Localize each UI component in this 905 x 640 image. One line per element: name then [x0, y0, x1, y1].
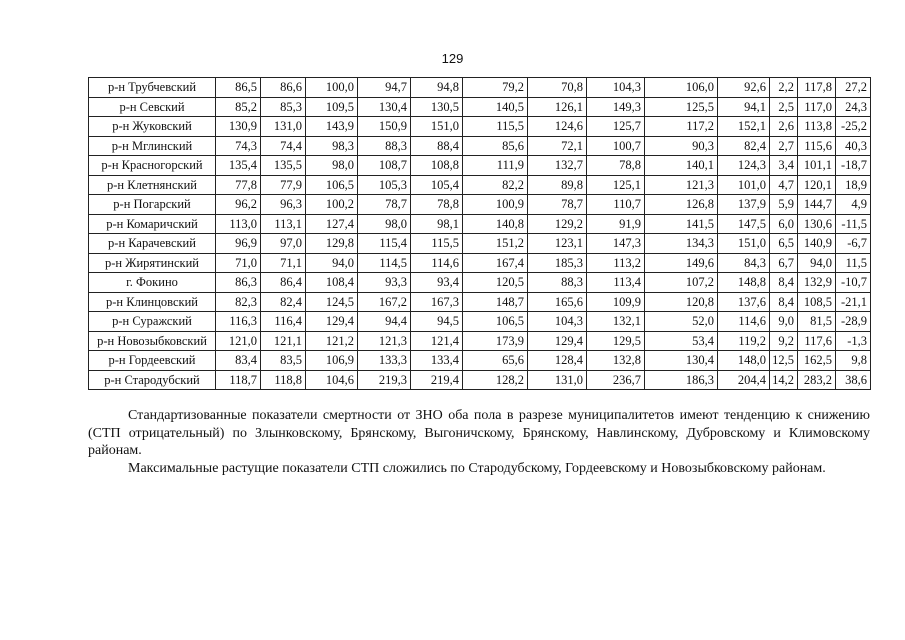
- value-cell: 129,8: [306, 234, 358, 254]
- value-cell: 82,2: [463, 175, 528, 195]
- value-cell: 86,3: [216, 273, 261, 293]
- value-cell: 86,4: [261, 273, 306, 293]
- value-cell: 149,3: [587, 97, 645, 117]
- value-cell: 83,4: [216, 351, 261, 371]
- value-cell: -10,7: [836, 273, 871, 293]
- value-cell: 86,6: [261, 78, 306, 98]
- value-cell: 151,0: [718, 234, 770, 254]
- value-cell: 77,8: [216, 175, 261, 195]
- value-cell: 12,5: [770, 351, 798, 371]
- value-cell: 105,3: [358, 175, 411, 195]
- value-cell: 150,9: [358, 117, 411, 137]
- value-cell: 101,1: [798, 156, 836, 176]
- value-cell: 78,7: [358, 195, 411, 215]
- table-row: [89, 312, 871, 332]
- value-cell: 140,9: [798, 234, 836, 254]
- value-cell: 167,2: [358, 292, 411, 312]
- paragraph-increasing: Максимальные растущие показатели СТП сложились по Стародубскому, Гордеевскому и Новозыбковскому районам.: [128, 461, 826, 476]
- value-cell: 9,2: [770, 331, 798, 351]
- value-cell: 71,0: [216, 253, 261, 273]
- value-cell: 2,6: [770, 117, 798, 137]
- value-cell: 104,6: [306, 370, 358, 390]
- value-cell: 113,2: [587, 253, 645, 273]
- district-name-cell: р-н Стародубский: [89, 370, 216, 390]
- value-cell: 83,5: [261, 351, 306, 371]
- district-name-cell: р-н Погарский: [89, 195, 216, 215]
- value-cell: 119,2: [718, 331, 770, 351]
- value-cell: 2,2: [770, 78, 798, 98]
- value-cell: 121,1: [261, 331, 306, 351]
- value-cell: 91,9: [587, 214, 645, 234]
- value-cell: 108,8: [411, 156, 463, 176]
- value-cell: 132,7: [528, 156, 587, 176]
- value-cell: 6,0: [770, 214, 798, 234]
- value-cell: 114,6: [411, 253, 463, 273]
- value-cell: 106,9: [306, 351, 358, 371]
- value-cell: 77,9: [261, 175, 306, 195]
- value-cell: 147,3: [587, 234, 645, 254]
- value-cell: 204,4: [718, 370, 770, 390]
- value-cell: 115,5: [463, 117, 528, 137]
- value-cell: 88,4: [411, 136, 463, 156]
- value-cell: 148,0: [718, 351, 770, 371]
- value-cell: 82,4: [718, 136, 770, 156]
- district-name-cell: р-н Комаричский: [89, 214, 216, 234]
- value-cell: 111,9: [463, 156, 528, 176]
- value-cell: 121,2: [306, 331, 358, 351]
- value-cell: 165,6: [528, 292, 587, 312]
- value-cell: 96,2: [216, 195, 261, 215]
- value-cell: 167,3: [411, 292, 463, 312]
- value-cell: 121,4: [411, 331, 463, 351]
- value-cell: 125,1: [587, 175, 645, 195]
- value-cell: 72,1: [528, 136, 587, 156]
- value-cell: 78,8: [587, 156, 645, 176]
- table-row: [89, 214, 871, 234]
- value-cell: 117,6: [798, 331, 836, 351]
- value-cell: 115,6: [798, 136, 836, 156]
- value-cell: 130,4: [645, 351, 718, 371]
- value-cell: 108,4: [306, 273, 358, 293]
- table-body: [89, 78, 871, 390]
- table-row: [89, 195, 871, 215]
- value-cell: 2,5: [770, 97, 798, 117]
- value-cell: 53,4: [645, 331, 718, 351]
- value-cell: 115,4: [358, 234, 411, 254]
- value-cell: 94,5: [411, 312, 463, 332]
- value-cell: 124,5: [306, 292, 358, 312]
- value-cell: 116,4: [261, 312, 306, 332]
- value-cell: 113,0: [216, 214, 261, 234]
- value-cell: 137,6: [718, 292, 770, 312]
- district-name-cell: р-н Суражский: [89, 312, 216, 332]
- value-cell: 93,3: [358, 273, 411, 293]
- value-cell: 3,4: [770, 156, 798, 176]
- district-name-cell: р-н Карачевский: [89, 234, 216, 254]
- value-cell: 100,0: [306, 78, 358, 98]
- value-cell: 8,4: [770, 292, 798, 312]
- value-cell: 14,2: [770, 370, 798, 390]
- value-cell: 121,3: [645, 175, 718, 195]
- value-cell: 85,6: [463, 136, 528, 156]
- value-cell: 143,9: [306, 117, 358, 137]
- district-name-cell: р-н Гордеевский: [89, 351, 216, 371]
- value-cell: 144,7: [798, 195, 836, 215]
- district-name-cell: р-н Мглинский: [89, 136, 216, 156]
- value-cell: 126,1: [528, 97, 587, 117]
- value-cell: 94,4: [358, 312, 411, 332]
- value-cell: 70,8: [528, 78, 587, 98]
- value-cell: 24,3: [836, 97, 871, 117]
- value-cell: 131,0: [261, 117, 306, 137]
- value-cell: 94,1: [718, 97, 770, 117]
- value-cell: 149,6: [645, 253, 718, 273]
- value-cell: 100,2: [306, 195, 358, 215]
- table-row: [89, 273, 871, 293]
- value-cell: 52,0: [645, 312, 718, 332]
- table-row: [89, 175, 871, 195]
- value-cell: 130,6: [798, 214, 836, 234]
- value-cell: 105,4: [411, 175, 463, 195]
- value-cell: 110,7: [587, 195, 645, 215]
- value-cell: 118,8: [261, 370, 306, 390]
- value-cell: 85,3: [261, 97, 306, 117]
- value-cell: 100,7: [587, 136, 645, 156]
- value-cell: -28,9: [836, 312, 871, 332]
- page-number: 129: [441, 51, 464, 66]
- value-cell: 127,4: [306, 214, 358, 234]
- value-cell: 116,3: [216, 312, 261, 332]
- value-cell: 108,5: [798, 292, 836, 312]
- value-cell: 4,9: [836, 195, 871, 215]
- value-cell: 113,8: [798, 117, 836, 137]
- table-row: [89, 136, 871, 156]
- value-cell: 134,3: [645, 234, 718, 254]
- value-cell: 120,8: [645, 292, 718, 312]
- value-cell: 117,8: [798, 78, 836, 98]
- value-cell: 117,0: [798, 97, 836, 117]
- value-cell: 98,1: [411, 214, 463, 234]
- value-cell: -18,7: [836, 156, 871, 176]
- value-cell: 219,4: [411, 370, 463, 390]
- value-cell: 137,9: [718, 195, 770, 215]
- value-cell: 108,7: [358, 156, 411, 176]
- value-cell: 151,2: [463, 234, 528, 254]
- value-cell: 89,8: [528, 175, 587, 195]
- value-cell: 114,5: [358, 253, 411, 273]
- value-cell: 6,7: [770, 253, 798, 273]
- value-cell: 129,5: [587, 331, 645, 351]
- value-cell: 74,4: [261, 136, 306, 156]
- district-name-cell: р-н Новозыбковский: [89, 331, 216, 351]
- value-cell: 78,8: [411, 195, 463, 215]
- value-cell: 135,4: [216, 156, 261, 176]
- value-cell: 133,4: [411, 351, 463, 371]
- table-row: [89, 117, 871, 137]
- value-cell: 132,1: [587, 312, 645, 332]
- value-cell: 125,7: [587, 117, 645, 137]
- value-cell: 94,7: [358, 78, 411, 98]
- value-cell: 131,0: [528, 370, 587, 390]
- value-cell: -1,3: [836, 331, 871, 351]
- value-cell: 128,4: [528, 351, 587, 371]
- value-cell: 141,5: [645, 214, 718, 234]
- table-row: [89, 331, 871, 351]
- value-cell: 40,3: [836, 136, 871, 156]
- value-cell: 151,0: [411, 117, 463, 137]
- value-cell: 283,2: [798, 370, 836, 390]
- value-cell: 81,5: [798, 312, 836, 332]
- value-cell: 132,9: [798, 273, 836, 293]
- value-cell: 129,4: [306, 312, 358, 332]
- table-row: [89, 351, 871, 371]
- value-cell: 104,3: [587, 78, 645, 98]
- paragraph-decreasing: Стандартизованные показатели смертности от ЗНО оба пола в разрезе муниципалитетов имеют тенденцию к снижению (СТП отрицательный) по Злынковскому, Брянскому, Выгоничскому, Брянскому, Навлинскому, Дубровскому и Климовскому районам.: [88, 408, 870, 458]
- value-cell: 74,3: [216, 136, 261, 156]
- table-row: [89, 370, 871, 390]
- value-cell: -21,1: [836, 292, 871, 312]
- value-cell: 135,5: [261, 156, 306, 176]
- value-cell: 114,6: [718, 312, 770, 332]
- value-cell: 140,8: [463, 214, 528, 234]
- value-cell: 140,1: [645, 156, 718, 176]
- value-cell: 185,3: [528, 253, 587, 273]
- value-cell: 18,9: [836, 175, 871, 195]
- value-cell: 9,8: [836, 351, 871, 371]
- district-name-cell: г. Фокино: [89, 273, 216, 293]
- value-cell: -11,5: [836, 214, 871, 234]
- value-cell: 113,1: [261, 214, 306, 234]
- value-cell: 148,8: [718, 273, 770, 293]
- table-row: [89, 156, 871, 176]
- value-cell: 121,0: [216, 331, 261, 351]
- value-cell: 8,4: [770, 273, 798, 293]
- value-cell: 117,2: [645, 117, 718, 137]
- value-cell: 129,2: [528, 214, 587, 234]
- value-cell: 101,0: [718, 175, 770, 195]
- value-cell: 167,4: [463, 253, 528, 273]
- value-cell: 27,2: [836, 78, 871, 98]
- table-row: [89, 234, 871, 254]
- value-cell: 113,4: [587, 273, 645, 293]
- table-row: [89, 292, 871, 312]
- value-cell: 88,3: [528, 273, 587, 293]
- value-cell: 98,0: [358, 214, 411, 234]
- value-cell: 71,1: [261, 253, 306, 273]
- value-cell: 5,9: [770, 195, 798, 215]
- value-cell: 115,5: [411, 234, 463, 254]
- value-cell: 132,8: [587, 351, 645, 371]
- value-cell: 106,0: [645, 78, 718, 98]
- table-row: [89, 253, 871, 273]
- value-cell: 130,4: [358, 97, 411, 117]
- value-cell: 118,7: [216, 370, 261, 390]
- value-cell: 130,5: [411, 97, 463, 117]
- district-name-cell: р-н Клинцовский: [89, 292, 216, 312]
- value-cell: 123,1: [528, 234, 587, 254]
- value-cell: 109,9: [587, 292, 645, 312]
- table-row: [89, 78, 871, 98]
- value-cell: 90,3: [645, 136, 718, 156]
- district-name-cell: р-н Севский: [89, 97, 216, 117]
- value-cell: 78,7: [528, 195, 587, 215]
- value-cell: 4,7: [770, 175, 798, 195]
- value-cell: 86,5: [216, 78, 261, 98]
- value-cell: 97,0: [261, 234, 306, 254]
- district-name-cell: р-н Трубчевский: [89, 78, 216, 98]
- value-cell: 128,2: [463, 370, 528, 390]
- value-cell: 152,1: [718, 117, 770, 137]
- value-cell: 120,5: [463, 273, 528, 293]
- value-cell: 88,3: [358, 136, 411, 156]
- value-cell: 147,5: [718, 214, 770, 234]
- value-cell: 84,3: [718, 253, 770, 273]
- value-cell: 130,9: [216, 117, 261, 137]
- value-cell: 125,5: [645, 97, 718, 117]
- value-cell: 129,4: [528, 331, 587, 351]
- value-cell: 219,3: [358, 370, 411, 390]
- value-cell: 82,3: [216, 292, 261, 312]
- value-cell: 106,5: [463, 312, 528, 332]
- value-cell: 9,0: [770, 312, 798, 332]
- value-cell: 236,7: [587, 370, 645, 390]
- value-cell: 126,8: [645, 195, 718, 215]
- value-cell: 107,2: [645, 273, 718, 293]
- district-name-cell: р-н Красногорский: [89, 156, 216, 176]
- value-cell: 94,0: [798, 253, 836, 273]
- mortality-table: [88, 77, 871, 390]
- value-cell: 106,5: [306, 175, 358, 195]
- value-cell: 186,3: [645, 370, 718, 390]
- value-cell: 98,0: [306, 156, 358, 176]
- value-cell: 121,3: [358, 331, 411, 351]
- value-cell: 124,6: [528, 117, 587, 137]
- value-cell: 6,5: [770, 234, 798, 254]
- value-cell: 173,9: [463, 331, 528, 351]
- value-cell: 140,5: [463, 97, 528, 117]
- value-cell: 124,3: [718, 156, 770, 176]
- value-cell: 38,6: [836, 370, 871, 390]
- value-cell: -6,7: [836, 234, 871, 254]
- value-cell: 162,5: [798, 351, 836, 371]
- value-cell: 92,6: [718, 78, 770, 98]
- district-name-cell: р-н Жирятинский: [89, 253, 216, 273]
- value-cell: 148,7: [463, 292, 528, 312]
- value-cell: 11,5: [836, 253, 871, 273]
- value-cell: 2,7: [770, 136, 798, 156]
- value-cell: -25,2: [836, 117, 871, 137]
- value-cell: 85,2: [216, 97, 261, 117]
- value-cell: 94,8: [411, 78, 463, 98]
- value-cell: 98,3: [306, 136, 358, 156]
- value-cell: 82,4: [261, 292, 306, 312]
- value-cell: 104,3: [528, 312, 587, 332]
- value-cell: 96,3: [261, 195, 306, 215]
- value-cell: 109,5: [306, 97, 358, 117]
- district-name-cell: р-н Жуковский: [89, 117, 216, 137]
- value-cell: 133,3: [358, 351, 411, 371]
- district-name-cell: р-н Клетнянский: [89, 175, 216, 195]
- value-cell: 96,9: [216, 234, 261, 254]
- value-cell: 94,0: [306, 253, 358, 273]
- value-cell: 100,9: [463, 195, 528, 215]
- table-row: [89, 97, 871, 117]
- value-cell: 120,1: [798, 175, 836, 195]
- value-cell: 79,2: [463, 78, 528, 98]
- value-cell: 65,6: [463, 351, 528, 371]
- value-cell: 93,4: [411, 273, 463, 293]
